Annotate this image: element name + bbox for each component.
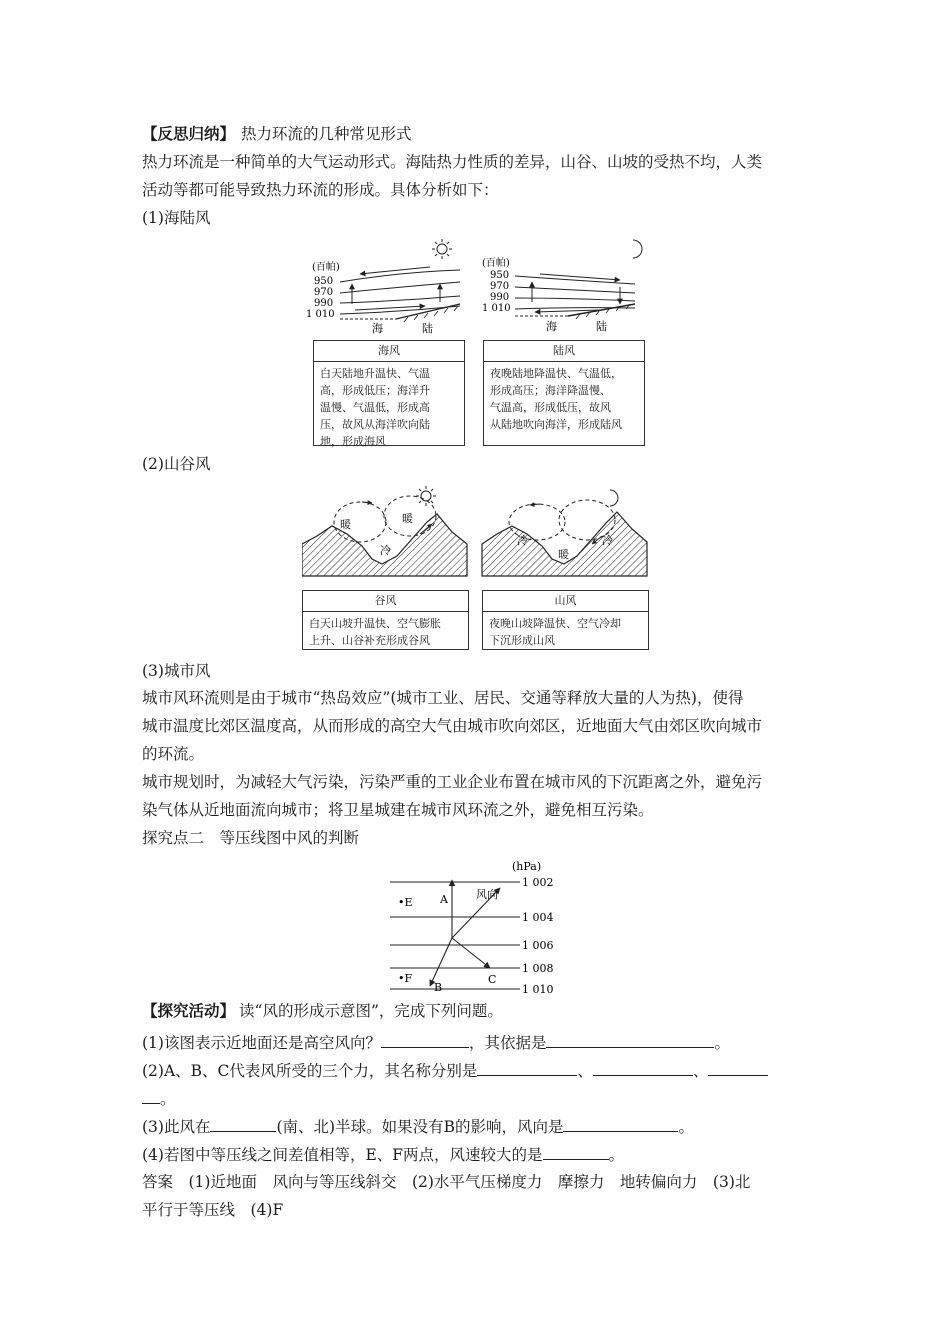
flow-arrow bbox=[530, 504, 540, 505]
mountain-wind-line: 下沉形成山风 bbox=[489, 634, 555, 647]
q2-blank-1[interactable] bbox=[477, 1059, 577, 1076]
land-breeze-line: 夜晚陆地降温快、气温低， bbox=[490, 367, 622, 380]
q2-blank-3-cont[interactable] bbox=[142, 1087, 160, 1104]
q2-text: (2)A、B、C代表风所受的三个力，其名称分别是 bbox=[142, 1062, 478, 1080]
level-970-left: 970 bbox=[314, 287, 334, 298]
q4-blank[interactable] bbox=[543, 1143, 609, 1160]
sea-label-right: 海 bbox=[546, 320, 557, 333]
q1-text: (1)该图表示近地面还是高空风向？ bbox=[142, 1034, 381, 1052]
isobar-unit: (hPa) bbox=[512, 860, 542, 873]
warm-label-right: 暖 bbox=[402, 512, 413, 525]
intro-line-1: 热力环流是一种简单的大气运动形式。海陆热力性质的差异，山谷、山坡的受热不均，人类 bbox=[142, 153, 763, 171]
sun-icon bbox=[432, 239, 452, 259]
mountain-wind-box bbox=[482, 590, 649, 650]
q3-blank-2[interactable] bbox=[563, 1115, 678, 1132]
point2-title: 探究点二 等压线图中风的判断 bbox=[142, 829, 360, 847]
valley-terrain bbox=[482, 512, 647, 576]
city-line-1: 城市风环流则是由于城市“热岛效应”(城市工业、居民、交通等释放大量的人为热)，使得 bbox=[142, 689, 744, 707]
plan-line-1: 城市规划时，为减轻大气污染，污染严重的工业企业布置在城市风的下沉距离之外，避免污 bbox=[142, 773, 763, 791]
valley-wind-title: 谷风 bbox=[303, 591, 468, 612]
activity-heading bbox=[142, 1000, 503, 1022]
point-f-label: •F bbox=[398, 972, 413, 985]
isobar-line bbox=[340, 270, 460, 282]
city-line-2: 城市温度比郊区温度高，从而形成的高空大气由城市吹向郊区，近地面大气由郊区吹向城市 bbox=[142, 717, 763, 735]
sea-breeze-line: 地，形成海风 bbox=[320, 435, 386, 448]
force-c-label: C bbox=[488, 973, 497, 986]
isobar-label: 1 004 bbox=[522, 911, 554, 924]
isobar-label: 1 008 bbox=[522, 962, 554, 975]
q3-text: (南、北)半球。如果没有B的影响，风向是 bbox=[276, 1118, 564, 1136]
flow-arrow bbox=[362, 502, 372, 503]
question-4 bbox=[142, 1143, 624, 1166]
activity-lead: 读“风的形成示意图”，完成下列问题。 bbox=[239, 1002, 503, 1020]
sea-label-left: 海 bbox=[372, 322, 383, 335]
warm-label-left: 暖 bbox=[340, 518, 351, 531]
q3-text: (3)此风在 bbox=[142, 1118, 211, 1136]
level-950-right: 950 bbox=[490, 270, 510, 281]
isobar-label: 1 010 bbox=[522, 983, 554, 996]
intro-line-2: 活动等都可能导致热力环流的形成。具体分析如下： bbox=[142, 181, 499, 199]
sea-breeze-title: 海风 bbox=[314, 341, 464, 362]
q2-blank-3[interactable] bbox=[708, 1059, 768, 1076]
land-label-left: 陆 bbox=[422, 322, 433, 335]
isobar-line bbox=[340, 282, 460, 293]
valley-wind-box bbox=[302, 590, 469, 650]
isobar-label: 1 006 bbox=[522, 939, 554, 952]
force-c-arrow bbox=[452, 938, 490, 968]
sea-land-breeze-diagram bbox=[300, 232, 660, 344]
answer-line-1: 答案 (1)近地面 风向与等压线斜交 (2)水平气压梯度力 摩擦力 地转偏向力 (3)北 bbox=[142, 1173, 751, 1191]
land-breeze-title: 陆风 bbox=[484, 341, 644, 362]
q2-sep: 、 bbox=[577, 1062, 593, 1080]
reflect-heading bbox=[142, 123, 412, 145]
sea-breeze-line: 高，形成低压；海洋升 bbox=[320, 384, 430, 397]
land-breeze-line: 从陆地吹向海洋，形成陆风 bbox=[490, 418, 622, 431]
q2-end: 。 bbox=[160, 1090, 176, 1108]
q4-text: (4)若图中等压线之间差值相等，E、F两点，风速较大的是 bbox=[142, 1146, 543, 1164]
valley-wind-line: 上升、山谷补充形成谷风 bbox=[309, 634, 430, 647]
moon-icon bbox=[633, 240, 642, 258]
q3-blank-1[interactable] bbox=[210, 1115, 276, 1132]
sea-breeze-box bbox=[313, 340, 465, 446]
cold-label-left: 冷 bbox=[517, 534, 528, 547]
section-sea-land: (1)海陆风 bbox=[142, 209, 211, 227]
coast-slope bbox=[396, 304, 460, 319]
force-a-label: A bbox=[440, 893, 448, 906]
land-breeze-box bbox=[483, 340, 645, 446]
level-1010-left: 1 010 bbox=[306, 309, 335, 320]
level-950-left: 950 bbox=[314, 276, 334, 287]
isobar-line bbox=[340, 296, 460, 303]
isobar-label: 1 002 bbox=[522, 876, 554, 889]
force-b-label: B bbox=[434, 981, 443, 994]
question-2-cont bbox=[142, 1087, 176, 1110]
pressure-unit-right: (百帕) bbox=[482, 258, 510, 269]
sea-breeze-line: 白天陆地升温快、气温 bbox=[320, 367, 430, 380]
wind-direction-label: 风向 bbox=[476, 888, 498, 901]
question-2 bbox=[142, 1059, 768, 1082]
cold-label-right: 冷 bbox=[602, 534, 613, 547]
coast-slope bbox=[568, 304, 635, 316]
land-breeze-line: 形成高压；海洋降温慢、 bbox=[490, 384, 611, 397]
land-breeze-line: 气温高，形成低压，故风 bbox=[490, 401, 611, 414]
land-label-right: 陆 bbox=[596, 320, 607, 333]
upper-flow-arrow bbox=[360, 267, 430, 274]
q2-blank-2[interactable] bbox=[593, 1059, 693, 1076]
level-970-right: 970 bbox=[490, 281, 510, 292]
section-valley: (2)山谷风 bbox=[142, 455, 211, 473]
mountain-wind-line: 夜晚山坡降温快、空气冷却 bbox=[489, 617, 621, 630]
q1-blank-1[interactable] bbox=[381, 1031, 469, 1048]
isobar-wind-diagram bbox=[390, 858, 570, 998]
warm-label: 暖 bbox=[558, 548, 569, 561]
pressure-unit-left: (百帕) bbox=[312, 262, 340, 273]
q4-text: 。 bbox=[608, 1146, 625, 1164]
question-3 bbox=[142, 1115, 694, 1138]
q1-text: ，其依据是 bbox=[468, 1034, 547, 1052]
level-990-left: 990 bbox=[314, 298, 334, 309]
answer-line-2: 平行于等压线 (4)F bbox=[142, 1201, 284, 1219]
valley-mountain-wind-diagram bbox=[302, 484, 652, 582]
reflect-title: 热力环流的几种常见形式 bbox=[241, 125, 412, 143]
q1-text: 。 bbox=[714, 1034, 730, 1052]
level-1010-right: 1 010 bbox=[482, 303, 511, 314]
city-line-3: 的环流。 bbox=[142, 745, 205, 763]
section-city: (3)城市风 bbox=[142, 662, 211, 680]
q1-blank-2[interactable] bbox=[546, 1031, 714, 1048]
q2-sep: 、 bbox=[692, 1062, 709, 1080]
isobar-line bbox=[515, 287, 635, 293]
cold-label: 冷 bbox=[380, 544, 391, 557]
plan-line-2: 染气体从近地面流向城市；将卫星城建在城市风环流之外，避免相互污染。 bbox=[142, 801, 654, 819]
surface-flow-arrow bbox=[355, 306, 425, 310]
point-e-label: •E bbox=[398, 896, 413, 909]
level-990-right: 990 bbox=[490, 292, 510, 303]
question-1 bbox=[142, 1031, 730, 1054]
q3-text: 。 bbox=[678, 1118, 694, 1136]
valley-wind-line: 白天山坡升温快、空气膨胀 bbox=[309, 617, 441, 630]
moon-icon bbox=[610, 490, 618, 506]
mountain-wind-title: 山风 bbox=[483, 591, 648, 612]
activity-tag: 【探究活动】 bbox=[142, 1001, 236, 1020]
isobar-line bbox=[515, 298, 635, 301]
reflect-tag: 【反思归纳】 bbox=[142, 124, 236, 143]
sea-breeze-line: 温慢、气温低，形成高 bbox=[320, 401, 430, 414]
sun-icon bbox=[416, 486, 436, 506]
sea-breeze-line: 压，故风从海洋吹向陆 bbox=[320, 418, 430, 431]
